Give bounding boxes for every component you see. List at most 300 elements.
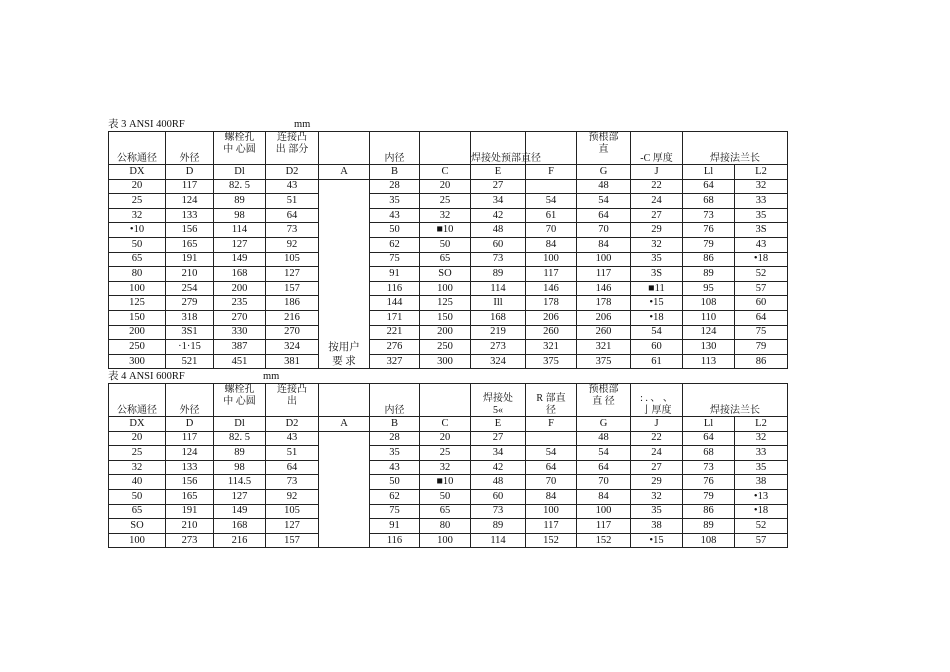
table-cell: 260: [577, 325, 631, 340]
table-row: [109, 237, 788, 252]
table-cell: 130: [683, 340, 735, 355]
table-cell: 105: [266, 504, 319, 519]
table-cell: 165: [166, 237, 214, 252]
table-cell: 27: [471, 431, 526, 446]
table-cell: 50: [420, 237, 471, 252]
table-cell: 35: [735, 208, 788, 223]
table-cell: 62: [370, 489, 420, 504]
table-cell: 127: [214, 489, 266, 504]
header-line: 直 径: [592, 395, 615, 407]
code-cell: E: [471, 417, 526, 432]
table-cell: 43: [266, 431, 319, 446]
table-cell: 24: [631, 194, 683, 209]
table-cell: 100: [420, 281, 471, 296]
table-row: [109, 296, 788, 311]
table-cell: •18: [735, 504, 788, 519]
table-cell: 375: [526, 354, 577, 369]
table-cell: 70: [577, 223, 631, 238]
table-cell: 33: [735, 194, 788, 209]
code-cell: Ll: [683, 417, 735, 432]
code-cell: G: [577, 165, 631, 180]
table-cell: 114: [471, 281, 526, 296]
table-cell: 35: [370, 194, 420, 209]
table-cell: 100: [109, 533, 166, 548]
header-line: 5«: [493, 404, 503, 416]
table-cell: 300: [109, 354, 166, 369]
table-cell: 38: [631, 519, 683, 534]
table-cell: 116: [370, 533, 420, 548]
table-cell: 43: [370, 460, 420, 475]
table-cell: 48: [471, 475, 526, 490]
table-row: [109, 519, 788, 534]
table-cell: 61: [631, 354, 683, 369]
table-cell: 200: [420, 325, 471, 340]
table-cell: 273: [166, 533, 214, 548]
header-outer-diameter: 外径: [166, 384, 214, 417]
table-cell: 157: [266, 281, 319, 296]
table-cell: 165: [166, 489, 214, 504]
table-4-block: [108, 370, 787, 548]
table-cell: 168: [471, 310, 526, 325]
header-bore: 内径: [370, 384, 420, 417]
header-line: : . 、 、: [640, 393, 673, 404]
code-cell: A: [319, 165, 370, 180]
table-cell: 35: [631, 504, 683, 519]
table-cell: 146: [526, 281, 577, 296]
table-cell: 64: [735, 310, 788, 325]
table-cell: 24: [631, 446, 683, 461]
table-cell: 54: [526, 194, 577, 209]
table-cell: 50: [370, 475, 420, 490]
table-cell: 64: [683, 179, 735, 194]
code-cell: J: [631, 417, 683, 432]
table-cell: 65: [109, 504, 166, 519]
table-cell: 86: [735, 354, 788, 369]
table-cell: 75: [370, 252, 420, 267]
table-cell: 35: [370, 446, 420, 461]
table-cell: 157: [266, 533, 319, 548]
table-cell: 51: [266, 194, 319, 209]
table-cell: •18: [631, 310, 683, 325]
table-4-unit: mm: [263, 371, 280, 382]
code-cell: C: [420, 417, 471, 432]
header-line: 连接凸: [277, 132, 307, 143]
table-cell: 64: [526, 460, 577, 475]
table-cell: 108: [683, 533, 735, 548]
table-cell: 276: [370, 340, 420, 355]
header-outer-diameter: 外径: [166, 132, 214, 165]
table-cell: 42: [471, 460, 526, 475]
table-cell: 60: [471, 237, 526, 252]
table-cell: 117: [577, 267, 631, 282]
table-cell: 254: [166, 281, 214, 296]
table-cell: 54: [577, 446, 631, 461]
code-cell: DX: [109, 165, 166, 180]
table-cell: 32: [109, 460, 166, 475]
header-line: 径: [546, 404, 556, 416]
table-cell: 76: [683, 223, 735, 238]
header-bolt-circle: [214, 132, 266, 165]
table-cell: 324: [471, 354, 526, 369]
table-cell: 48: [471, 223, 526, 238]
table-cell: 260: [526, 325, 577, 340]
table-cell: 22: [631, 179, 683, 194]
table-cell: 89: [471, 267, 526, 282]
table-4-caption: [108, 370, 787, 383]
table-cell: 150: [109, 310, 166, 325]
table-cell: 64: [577, 460, 631, 475]
table-cell: 124: [166, 446, 214, 461]
table-cell: 64: [577, 208, 631, 223]
table-cell: 62: [370, 237, 420, 252]
header-line: 中 心圆: [223, 143, 256, 155]
table-cell: 84: [577, 489, 631, 504]
table-cell: 330: [214, 325, 266, 340]
table-cell: 178: [526, 296, 577, 311]
code-cell: J: [631, 165, 683, 180]
table-cell: 250: [420, 340, 471, 355]
table-cell: 451: [214, 354, 266, 369]
table-cell: 61: [526, 208, 577, 223]
header-bore-blank: [420, 384, 471, 417]
table-row: [109, 281, 788, 296]
table-cell: ■10: [420, 223, 471, 238]
table-cell: 117: [526, 519, 577, 534]
table-row: [109, 460, 788, 475]
table-cell: [526, 431, 577, 446]
table-cell: 210: [166, 519, 214, 534]
table-cell: 82. 5: [214, 179, 266, 194]
code-cell: E: [471, 165, 526, 180]
header-length: 焊接法兰长: [683, 132, 788, 165]
header-a-blank: [319, 132, 370, 165]
code-cell: Ll: [683, 165, 735, 180]
table-cell: 168: [214, 267, 266, 282]
header-nominal-size: 公称通径: [109, 384, 166, 417]
table-cell: 144: [370, 296, 420, 311]
table-cell: 210: [166, 267, 214, 282]
table-cell: 114: [214, 223, 266, 238]
table-cell: 29: [631, 475, 683, 490]
table-cell: 156: [166, 475, 214, 490]
header-row: [109, 384, 788, 417]
table-row: [109, 325, 788, 340]
table-cell: 32: [631, 489, 683, 504]
table-cell: 125: [109, 296, 166, 311]
table-cell: 149: [214, 252, 266, 267]
table-row: [109, 194, 788, 209]
table-cell: 375: [577, 354, 631, 369]
table-cell: 80: [420, 519, 471, 534]
table-cell: 38: [735, 475, 788, 490]
table-cell: 50: [420, 489, 471, 504]
header-bore: 内径: [370, 132, 420, 165]
code-cell: L2: [735, 417, 788, 432]
table-cell: 73: [683, 460, 735, 475]
table-cell: 64: [266, 460, 319, 475]
table-cell: 54: [526, 446, 577, 461]
table-cell: •10: [109, 223, 166, 238]
table-cell: 150: [420, 310, 471, 325]
table-row: [109, 489, 788, 504]
table-cell: 70: [577, 475, 631, 490]
table-cell: •15: [631, 533, 683, 548]
table-cell: 100: [577, 252, 631, 267]
table-cell: 65: [109, 252, 166, 267]
table-cell: 191: [166, 504, 214, 519]
table-row: [109, 354, 788, 369]
table-cell: 381: [266, 354, 319, 369]
header-raised-face: [266, 132, 319, 165]
table-row: [109, 208, 788, 223]
header-line: 螺栓孔: [224, 132, 255, 143]
table-row: [109, 446, 788, 461]
table-cell: 127: [266, 519, 319, 534]
table-cell: 133: [166, 460, 214, 475]
table-cell: 43: [266, 179, 319, 194]
table-cell: 50: [109, 237, 166, 252]
table-cell: 171: [370, 310, 420, 325]
header-line: 出: [287, 395, 297, 407]
table-cell: 100: [577, 504, 631, 519]
header-line: 焊接处: [483, 393, 513, 404]
table-cell: 60: [735, 296, 788, 311]
table-cell: 117: [577, 519, 631, 534]
table-3: [108, 131, 788, 369]
table-cell: 387: [214, 340, 266, 355]
table-cell: 50: [109, 489, 166, 504]
table-cell: •13: [735, 489, 788, 504]
header-line: 出 部分: [275, 143, 309, 155]
table-cell: 70: [526, 475, 577, 490]
table-cell: 270: [266, 325, 319, 340]
code-cell: D: [166, 165, 214, 180]
table-cell: [526, 179, 577, 194]
table-cell: 125: [420, 296, 471, 311]
code-cell: D: [166, 417, 214, 432]
table-cell: 54: [577, 194, 631, 209]
table-cell: 89: [683, 267, 735, 282]
table-4: [108, 383, 788, 548]
table-cell: 186: [266, 296, 319, 311]
table-cell: Ill: [471, 296, 526, 311]
table-cell: 178: [577, 296, 631, 311]
code-row: [109, 165, 788, 180]
table-cell: 116: [370, 281, 420, 296]
table-cell: 3S: [631, 267, 683, 282]
table-cell: 65: [420, 504, 471, 519]
code-cell: Dl: [214, 417, 266, 432]
table-cell: 79: [683, 489, 735, 504]
table-cell: 20: [420, 431, 471, 446]
table-cell: 91: [370, 267, 420, 282]
table-cell: 35: [735, 460, 788, 475]
header-hub-root: [577, 132, 631, 165]
table-cell: 43: [370, 208, 420, 223]
table-cell: 25: [420, 194, 471, 209]
table-cell: 117: [166, 431, 214, 446]
table-cell: 20: [109, 179, 166, 194]
code-cell: F: [526, 165, 577, 180]
table-row: [109, 504, 788, 519]
header-weld-neck-2: [526, 384, 577, 417]
code-cell: D2: [266, 165, 319, 180]
table-cell: 25: [109, 194, 166, 209]
table-row: [109, 340, 788, 355]
table-cell: 65: [420, 252, 471, 267]
table-cell: 235: [214, 296, 266, 311]
table-cell: 206: [577, 310, 631, 325]
table-cell: 279: [166, 296, 214, 311]
table-cell: 34: [471, 446, 526, 461]
table-cell: 60: [631, 340, 683, 355]
table-cell: 200: [109, 325, 166, 340]
table-cell: 108: [683, 296, 735, 311]
table-cell: 27: [471, 179, 526, 194]
table-cell: 86: [683, 504, 735, 519]
table-cell: 95: [683, 281, 735, 296]
table-cell: 114.5: [214, 475, 266, 490]
header-weld-neck: [471, 384, 526, 417]
table-cell: 35: [631, 252, 683, 267]
table-cell: 321: [577, 340, 631, 355]
table-cell: 105: [266, 252, 319, 267]
header-hub-root: [577, 384, 631, 417]
table-cell: 86: [683, 252, 735, 267]
table-3-unit: mm: [294, 119, 311, 130]
table-cell: 146: [577, 281, 631, 296]
table-cell: 89: [214, 194, 266, 209]
table-cell: 300: [420, 354, 471, 369]
table-cell: 28: [370, 431, 420, 446]
table-cell: 221: [370, 325, 420, 340]
table-cell: ■10: [420, 475, 471, 490]
code-row: [109, 417, 788, 432]
table-cell: 34: [471, 194, 526, 209]
code-cell: L2: [735, 165, 788, 180]
header-line: 预根部: [588, 132, 619, 143]
table-cell: 91: [370, 519, 420, 534]
table-cell: 73: [683, 208, 735, 223]
code-cell: G: [577, 417, 631, 432]
table-cell: 206: [526, 310, 577, 325]
table-cell: 57: [735, 281, 788, 296]
table-cell: 70: [526, 223, 577, 238]
table-cell: 168: [214, 519, 266, 534]
table-row: [109, 179, 788, 194]
table-cell: •18: [735, 252, 788, 267]
a-note-line: 要 求: [332, 356, 356, 368]
table-cell: 110: [683, 310, 735, 325]
table-cell: 73: [471, 252, 526, 267]
table-cell: 113: [683, 354, 735, 369]
header-bore-blank: [420, 132, 471, 165]
table-cell: 273: [471, 340, 526, 355]
table-cell: 191: [166, 252, 214, 267]
table-cell: 73: [266, 223, 319, 238]
table-cell: 76: [683, 475, 735, 490]
code-cell: F: [526, 417, 577, 432]
table-cell: 216: [266, 310, 319, 325]
table-cell: 27: [631, 460, 683, 475]
table-cell: ■11: [631, 281, 683, 296]
header-weld-neck: 焊接处预部直径: [471, 132, 526, 165]
table-cell: 117: [166, 179, 214, 194]
header-line: 中 心圆: [223, 395, 256, 407]
table-row: [109, 310, 788, 325]
table-cell: 51: [266, 446, 319, 461]
table-cell: SO: [420, 267, 471, 282]
table-cell: 28: [370, 179, 420, 194]
table-cell: 82. 5: [214, 431, 266, 446]
table-cell: •15: [631, 296, 683, 311]
header-length: 焊接法兰长: [683, 384, 788, 417]
table-cell: 318: [166, 310, 214, 325]
table-cell: 79: [683, 237, 735, 252]
table-cell: 60: [471, 489, 526, 504]
table-cell: 98: [214, 208, 266, 223]
table-cell: 200: [214, 281, 266, 296]
table-cell: 79: [735, 340, 788, 355]
table-cell: 216: [214, 533, 266, 548]
table-cell: 100: [420, 533, 471, 548]
table-cell: 48: [577, 179, 631, 194]
table-cell: 124: [166, 194, 214, 209]
table-cell: 100: [109, 281, 166, 296]
table-3-title: 表 3 ANSI 400RF: [108, 119, 185, 130]
table-cell: 73: [266, 475, 319, 490]
table-cell: 42: [471, 208, 526, 223]
code-cell: C: [420, 165, 471, 180]
table-cell: 250: [109, 340, 166, 355]
table-cell: 156: [166, 223, 214, 238]
table-cell: 27: [631, 208, 683, 223]
table-cell: 22: [631, 431, 683, 446]
table-cell: 127: [266, 267, 319, 282]
table-cell: 48: [577, 431, 631, 446]
table-cell: 149: [214, 504, 266, 519]
code-cell: A: [319, 417, 370, 432]
table-row: [109, 431, 788, 446]
header-row: [109, 132, 788, 165]
table-cell: 84: [526, 489, 577, 504]
header-line: 预根部: [588, 384, 619, 395]
table-cell: 75: [735, 325, 788, 340]
table-cell: 114: [471, 533, 526, 548]
table-cell: 327: [370, 354, 420, 369]
table-cell: 20: [109, 431, 166, 446]
table-cell: 52: [735, 519, 788, 534]
header-line: 亅厚度: [641, 404, 672, 416]
table-cell: 32: [631, 237, 683, 252]
table-cell: 117: [526, 267, 577, 282]
table-cell: 32: [420, 460, 471, 475]
table-cell: 3S: [735, 223, 788, 238]
table-row: [109, 252, 788, 267]
table-row: [109, 533, 788, 548]
table-cell: 29: [631, 223, 683, 238]
table-cell: 68: [683, 446, 735, 461]
a-column-cell: [319, 179, 370, 369]
table-cell: 64: [683, 431, 735, 446]
table-cell: 32: [420, 208, 471, 223]
code-cell: DX: [109, 417, 166, 432]
header-nominal-size: 公称通径: [109, 132, 166, 165]
table-cell: 32: [109, 208, 166, 223]
table-cell: 52: [735, 267, 788, 282]
table-3-block: [108, 118, 787, 369]
table-cell: 84: [577, 237, 631, 252]
